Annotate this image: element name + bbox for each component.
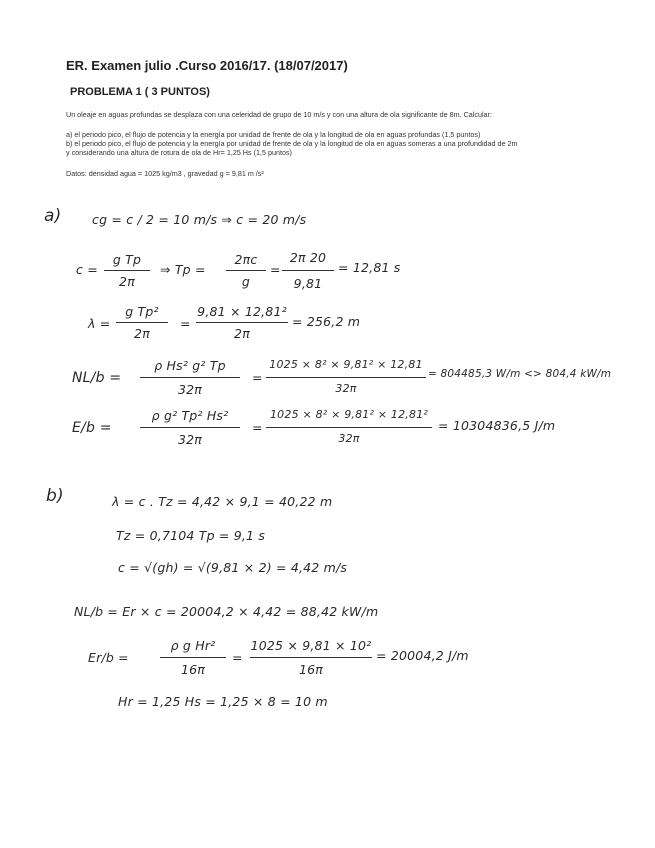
power-flux-denominator-1: 32π — [177, 382, 203, 397]
fraction-bar — [266, 377, 426, 378]
breaking-energy-numerator-2: 1025 × 9,81 × 10² — [250, 638, 372, 653]
equals-sign: = — [180, 316, 191, 331]
breaking-energy-denominator-1: 16π — [180, 662, 206, 677]
breaking-energy-lhs: Er/b = — [88, 650, 129, 665]
fraction-bar — [266, 427, 432, 428]
energy-lhs: E/b = — [72, 420, 112, 436]
wavelength-result: = 256,2 m — [292, 314, 361, 329]
peak-period-denominator-2: 9,81 — [293, 276, 323, 291]
breaking-energy-denominator-2: 16π — [298, 662, 324, 677]
part-b-label: b) — [46, 486, 64, 506]
peak-period-numerator-1: 2πc — [234, 252, 258, 267]
wavelength-lhs: λ = — [88, 316, 111, 331]
power-flux-denominator-2: 32π — [335, 382, 357, 395]
shallow-celerity-line: c = √(gh) = √(9,81 × 2) = 4,42 m/s — [118, 560, 348, 575]
exam-title: ER. Examen julio .Curso 2016/17. (18/07/2017) — [66, 58, 348, 73]
shallow-power-flux-line: NL/b = Er × c = 20004,2 × 4,42 = 88,42 kW/m — [74, 604, 379, 619]
energy-denominator-1: 32π — [177, 432, 203, 447]
statement-part-b-line2: y considerando una altura de rotura de ola de Hr= 1,25 Hs (1,5 puntos) — [66, 148, 292, 157]
energy-numerator-2: 1025 × 8² × 9,81² × 12,81² — [269, 408, 429, 421]
wavelength-denominator-1: 2π — [134, 326, 150, 341]
fraction-bar — [116, 322, 168, 323]
peak-period-result: = 12,81 s — [338, 260, 401, 275]
celerity-numerator: g Tp — [112, 252, 142, 267]
wavelength-numerator-1: g Tp² — [125, 304, 159, 319]
fraction-bar — [250, 657, 372, 658]
fraction-bar — [140, 377, 240, 378]
breaking-energy-numerator-1: ρ g Hr² — [170, 638, 216, 653]
statement-part-b-line1: b) el periodo pico, el flujo de potencia y la energía por unidad de frente de ola y la longitud de ola en aguas someras a una profundidad de 2m — [66, 139, 518, 148]
fraction-bar — [104, 270, 150, 271]
energy-denominator-2: 32π — [338, 432, 360, 445]
celerity-denominator: 2π — [119, 274, 135, 289]
fraction-bar — [226, 270, 266, 271]
breaking-energy-result: = 20004,2 J/m — [376, 648, 469, 663]
celerity-lhs: c = — [76, 262, 98, 277]
power-flux-lhs: NL/b = — [72, 370, 122, 386]
part-a-label: a) — [44, 206, 62, 226]
fraction-bar — [160, 657, 226, 658]
peak-period-numerator-2: 2π 20 — [289, 250, 327, 265]
shallow-wavelength-line: λ = c . Tz = 4,42 × 9,1 = 40,22 m — [112, 494, 333, 509]
equals-sign: = — [270, 262, 281, 277]
equals-sign: = — [252, 420, 263, 435]
fraction-bar — [282, 270, 334, 271]
problem-heading: PROBLEMA 1 ( 3 PUNTOS) — [70, 86, 210, 98]
equals-sign: = — [232, 650, 243, 665]
wavelength-numerator-2: 9,81 × 12,81² — [197, 304, 287, 319]
breaking-height-line: Hr = 1,25 Hs = 1,25 × 8 = 10 m — [118, 694, 328, 709]
peak-period-denominator-1: g — [241, 274, 251, 289]
statement-part-a: a) el periodo pico, el flujo de potencia y la energía por unidad de frente de ola y la longitud de ola en aguas profundas (1,5 puntos) — [66, 130, 481, 139]
peak-period-lhs: ⇒ Tp = — [160, 262, 206, 277]
fraction-bar — [140, 427, 240, 428]
wavelength-denominator-2: 2π — [234, 326, 250, 341]
power-flux-result: = 804485,3 W/m <> 804,4 kW/m — [428, 368, 612, 380]
power-flux-numerator-1: ρ Hs² g² Tp — [154, 358, 226, 373]
zero-crossing-period-line: Tz = 0,7104 Tp = 9,1 s — [116, 528, 266, 543]
equals-sign: = — [252, 370, 263, 385]
energy-numerator-1: ρ g² Tp² Hs² — [151, 408, 229, 423]
power-flux-numerator-2: 1025 × 8² × 9,81² × 12,81 — [269, 358, 423, 371]
fraction-bar — [196, 322, 288, 323]
statement-intro: Un oleaje en aguas profundas se desplaza con una celeridad de grupo de 10 m/s y con una altura de ola significante de 8m. Calcular: — [66, 110, 492, 119]
statement-data: Datos: densidad agua = 1025 kg/m3 , gravedad g = 9,81 m /s² — [66, 169, 264, 178]
group-celerity-line: cg = c / 2 = 10 m/s ⇒ c = 20 m/s — [92, 212, 307, 227]
energy-result: = 10304836,5 J/m — [438, 418, 556, 433]
